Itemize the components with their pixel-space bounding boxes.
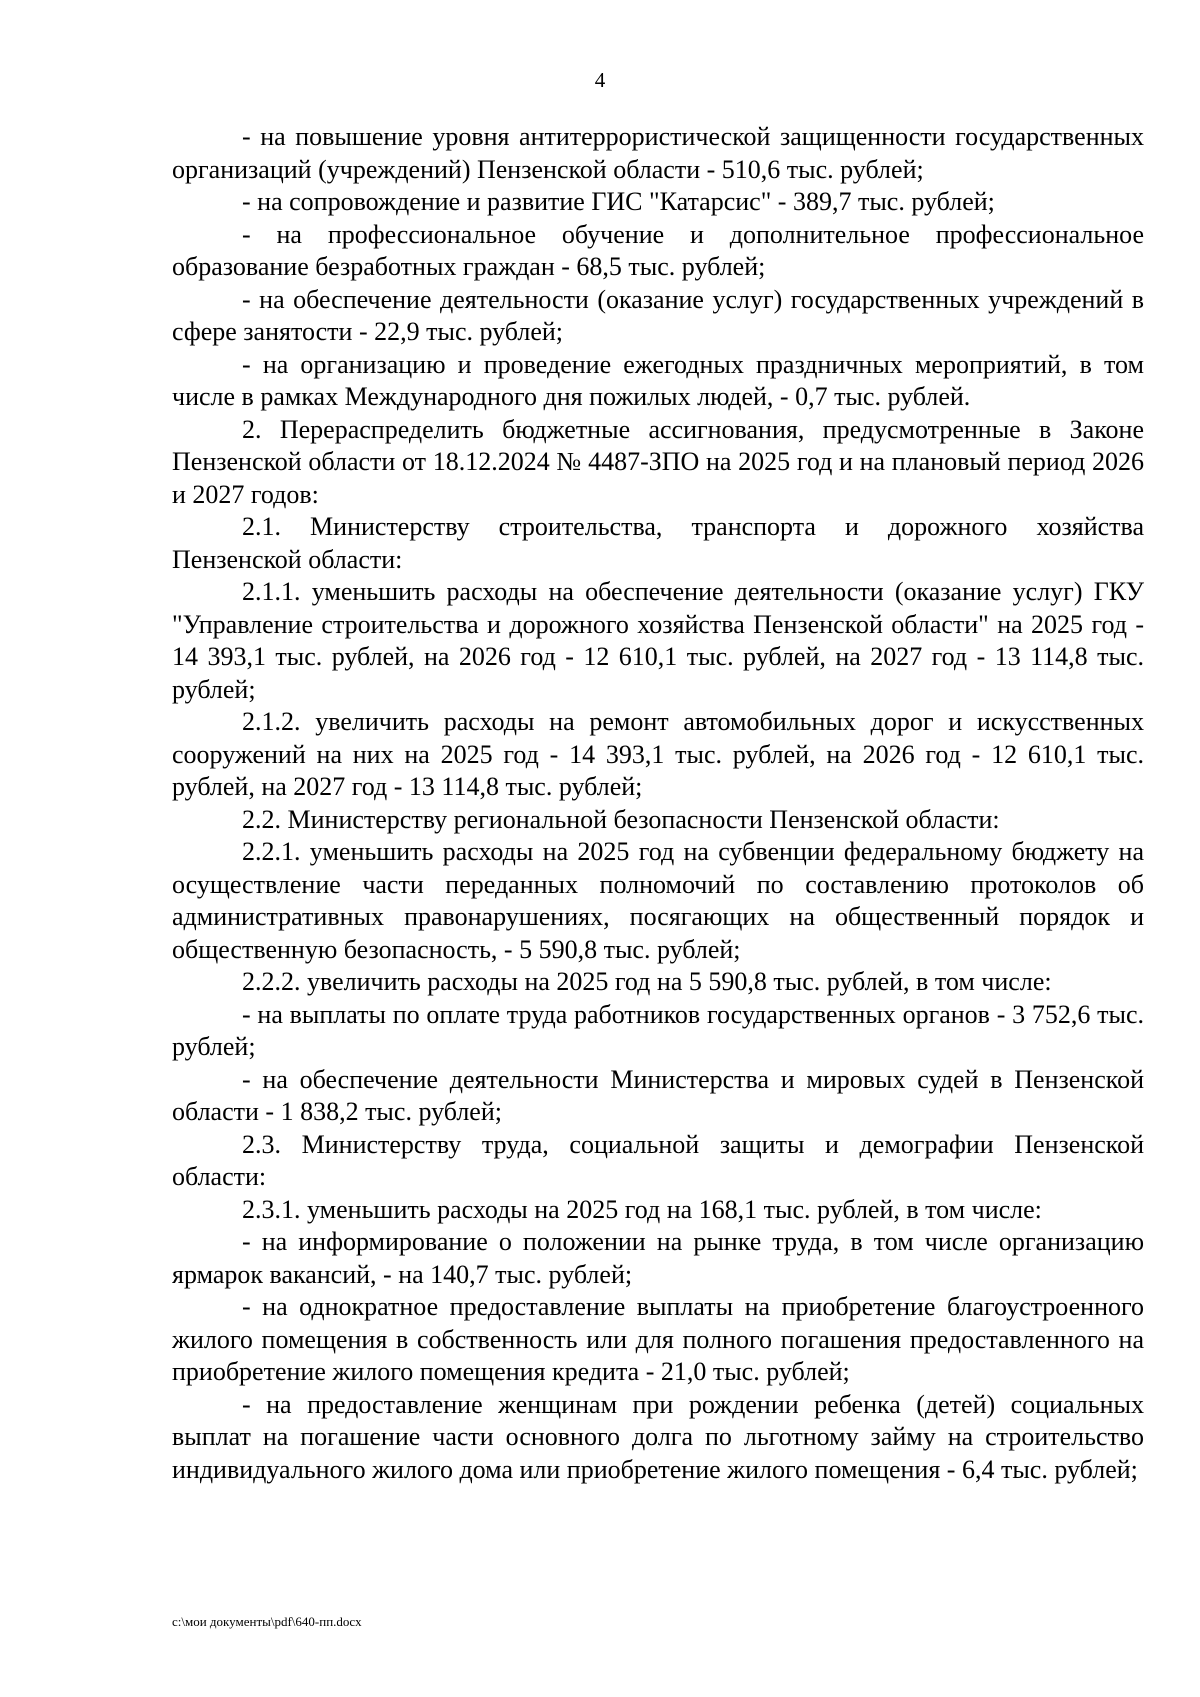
page-number: 4 (594, 68, 606, 92)
paragraph: 2.2. Министерству региональной безопасности Пензенской области: (242, 804, 1000, 834)
paragraph: 2.1.1. уменьшить расходы на обеспечение деятельности (оказание услуг) ГКУ "Управление строительства и дорожного хозяйства Пензенской области" на 2025 год - 14 393,1 тыс. рублей, на 2026 год - 12 610,1 тыс. рублей, на 2027 год - 13 114,8 тыс. рублей; (172, 577, 1144, 704)
paragraph: 2.2.1. уменьшить расходы на 2025 год на субвенции федеральному бюджету на осуществление части переданных полномочий по составлению протоколов об административных правонарушениях, посягающих на общественный порядок и общественную безопасность, - 5 590,8 тыс. рублей; (172, 837, 1144, 964)
paragraph: - на однократное предоставление выплаты на приобретение благоустроенного жилого помещения в собственность или для полного погашения предоставленного на приобретение жилого помещения кредита - 21,0 тыс. рублей; (172, 1292, 1144, 1386)
document-body (172, 121, 1144, 1486)
paragraph: - на информирование о положении на рынке труда, в том числе организацию ярмарок вакансий, - на 140,7 тыс. рублей; (172, 1227, 1144, 1289)
paragraph: - на обеспечение деятельности (оказание услуг) государственных учреждений в сфере занятости - 22,9 тыс. рублей; (172, 284, 1144, 346)
paragraph: - на профессиональное обучение и дополнительное профессиональное образование безработных граждан - 68,5 тыс. рублей; (172, 219, 1144, 281)
paragraph: - на выплаты по оплате труда работников государственных органов - 3 752,6 тыс. рублей; (172, 999, 1144, 1061)
paragraph: 2.2.2. увеличить расходы на 2025 год на 5 590,8 тыс. рублей, в том числе: (242, 967, 1052, 996)
paragraph: 2.1. Министерству строительства, транспорта и дорожного хозяйства Пензенской области: (172, 512, 1144, 574)
paragraph: 2.3.1. уменьшить расходы на 2025 год на 168,1 тыс. рублей, в том числе: (242, 1194, 1042, 1224)
paragraph: 2.3. Министерству труда, социальной защиты и демографии Пензенской области: (172, 1129, 1144, 1191)
paragraph: - на повышение уровня антитеррористической защищенности государственных организаций (учреждений) Пензенской области - 510,6 тыс. рублей; (172, 122, 1144, 184)
file-path-footer: c:\мои документы\pdf\640-пп.docx (172, 1614, 362, 1629)
paragraph: - на организацию и проведение ежегодных праздничных мероприятий, в том числе в рамках Международного дня пожилых людей, - 0,7 тыс. рублей. (172, 349, 1144, 411)
paragraph: - на предоставление женщинам при рождении ребенка (детей) социальных выплат на погашение части основного долга по льготному займу на строительство индивидуального жилого дома или приобретение жилого помещения - 6,4 тыс. рублей; (172, 1389, 1144, 1484)
paragraph: 2.1.2. увеличить расходы на ремонт автомобильных дорог и искусственных сооружений на них на 2025 год - 14 393,1 тыс. рублей, на 2026 год - 12 610,1 тыс. рублей, на 2027 год - 13 114,8 тыс. рублей; (172, 707, 1144, 801)
paragraph: 2. Перераспределить бюджетные ассигнования, предусмотренные в Законе Пензенской области от 18.12.2024 № 4487-ЗПО на 2025 год и на плановый период 2026 и 2027 годов: (172, 414, 1144, 509)
paragraph: - на обеспечение деятельности Министерства и мировых судей в Пензенской области - 1 838,2 тыс. рублей; (172, 1064, 1144, 1126)
paragraph: - на сопровождение и развитие ГИС "Катарсис" - 389,7 тыс. рублей; (242, 187, 995, 216)
